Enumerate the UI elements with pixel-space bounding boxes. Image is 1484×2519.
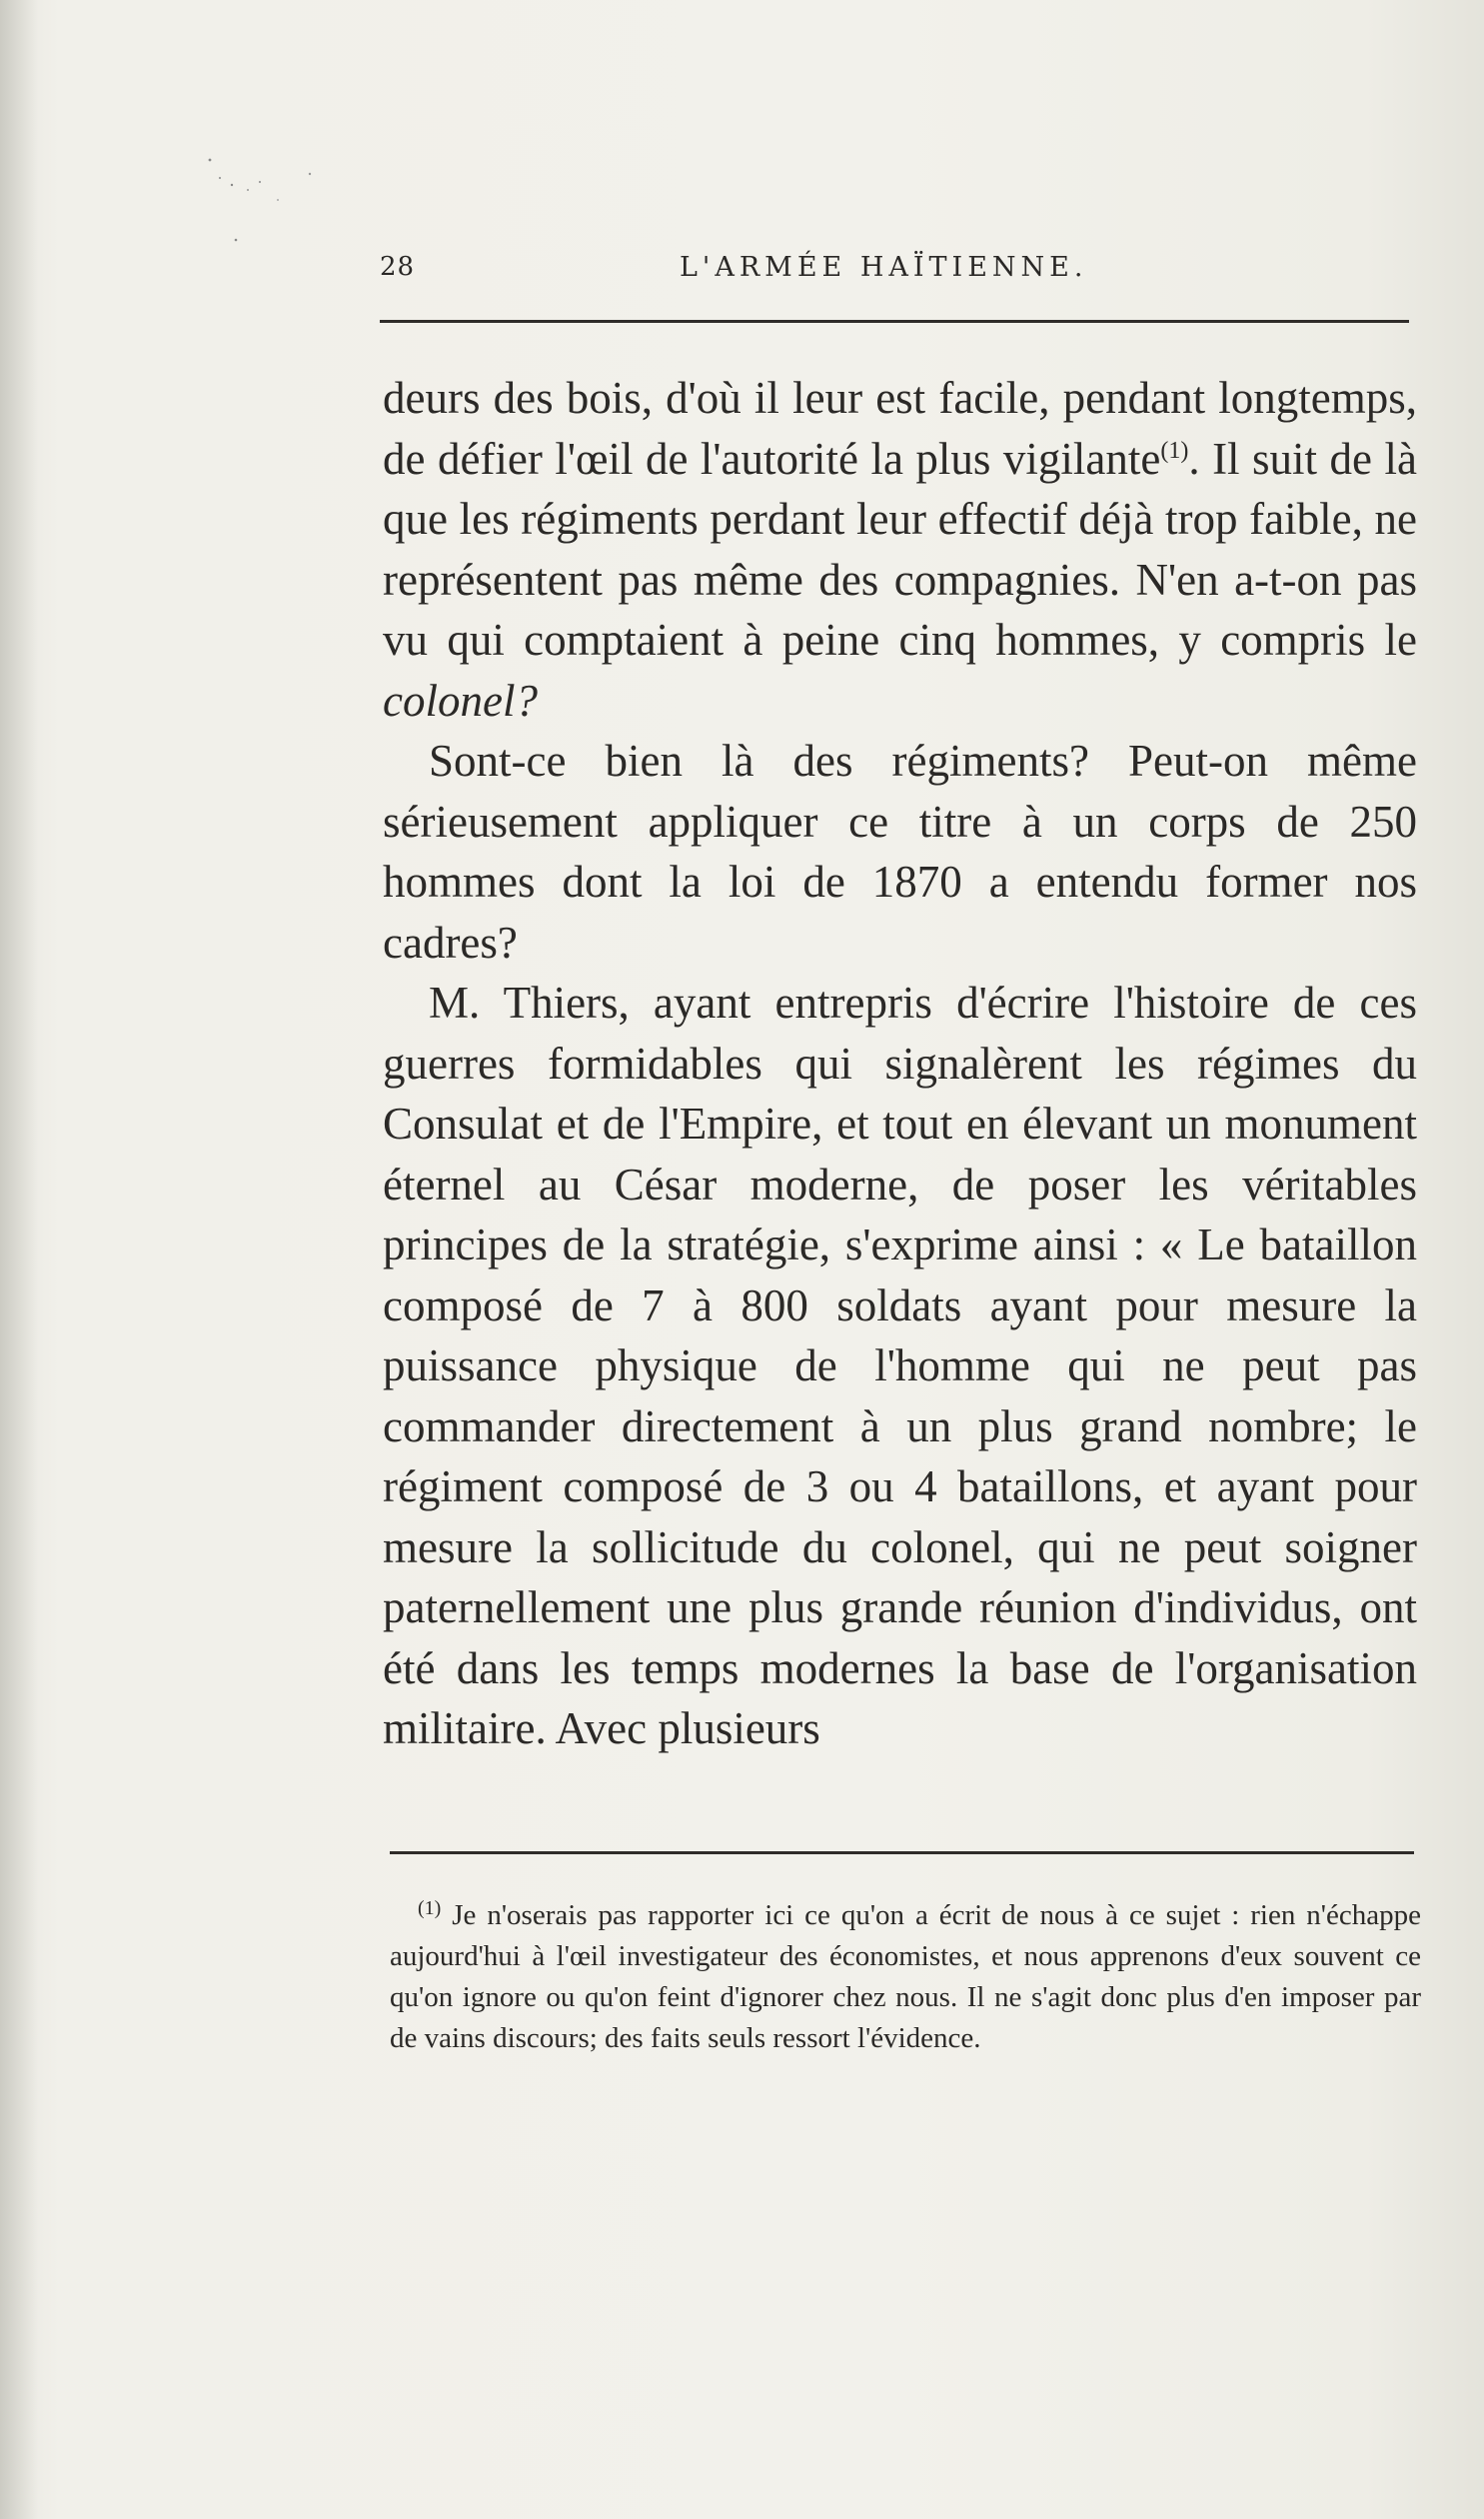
body-text: [383, 368, 1417, 1759]
paragraph-1: [383, 368, 1417, 731]
paragraph-3: M. Thiers, ayant entrepris d'écrire l'histoire de ces guerres formidables qui signalèrent les régimes du Consulat et de l'Empire, et tout en élevant un monument éternel au César moderne, de poser les véritables principes de la stratégie, s'exprime ainsi : « Le bataillon composé de 7 à 800 soldats ayant pour mesure la puissance physique de l'homme qui ne peut pas commander directement à un plus grand nombre; le régiment composé de 3 ou 4 bataillons, et ayant pour mesure la sollicitude du colonel, qui ne peut soigner paternellement une plus grande réunion d'individus, ont été dans les temps modernes la base de l'organisation militaire. Avec plusieurs: [383, 978, 1417, 1753]
header-rule: [380, 320, 1409, 323]
running-header: [380, 252, 1409, 292]
footnote-mark: (1): [418, 1897, 442, 1919]
running-title: L'ARMÉE HAÏTIENNE.: [680, 252, 1088, 283]
footnote-rule: [390, 1851, 1414, 1854]
spine-shadow: [0, 0, 38, 2519]
footnote-text: Je n'oserais pas rapporter ici ce qu'on a écrit de nous à ce sujet : rien n'échappe aujourd'hui à l'œil investigateur des économistes, et nous apprenons d'eux souvent ce qu'on ignore ou qu'on feint d'ignorer chez nous. Il ne s'agit donc plus d'en imposer par de vains discours; des faits seuls ressort l'évidence.: [390, 1899, 1421, 2054]
page-number: 28: [380, 252, 416, 282]
footnote: [390, 1895, 1421, 2059]
paragraph-1-italic: colonel?: [383, 675, 538, 726]
ink-specks: [160, 140, 360, 260]
paragraph-1-text-b: . Il suit de là que les régiments perdant leur effectif déjà trop faible, ne représentent pas même des compagnies. N'en a-t-on pas vu qui comptaient à peine cinq hommes, y compris le: [383, 433, 1417, 665]
paragraph-2: Sont-ce bien là des régiments? Peut-on même sérieusement appliquer ce titre à un corps de 250 hommes dont la loi de 1870 a entendu former nos cadres?: [383, 736, 1417, 968]
footnote-reference: (1): [1160, 437, 1189, 464]
paragraph-1-text-a: deurs des bois, d'où il leur est facile, pendant longtemps, de défier l'œil de l'autorité la plus vigilante: [383, 373, 1417, 484]
